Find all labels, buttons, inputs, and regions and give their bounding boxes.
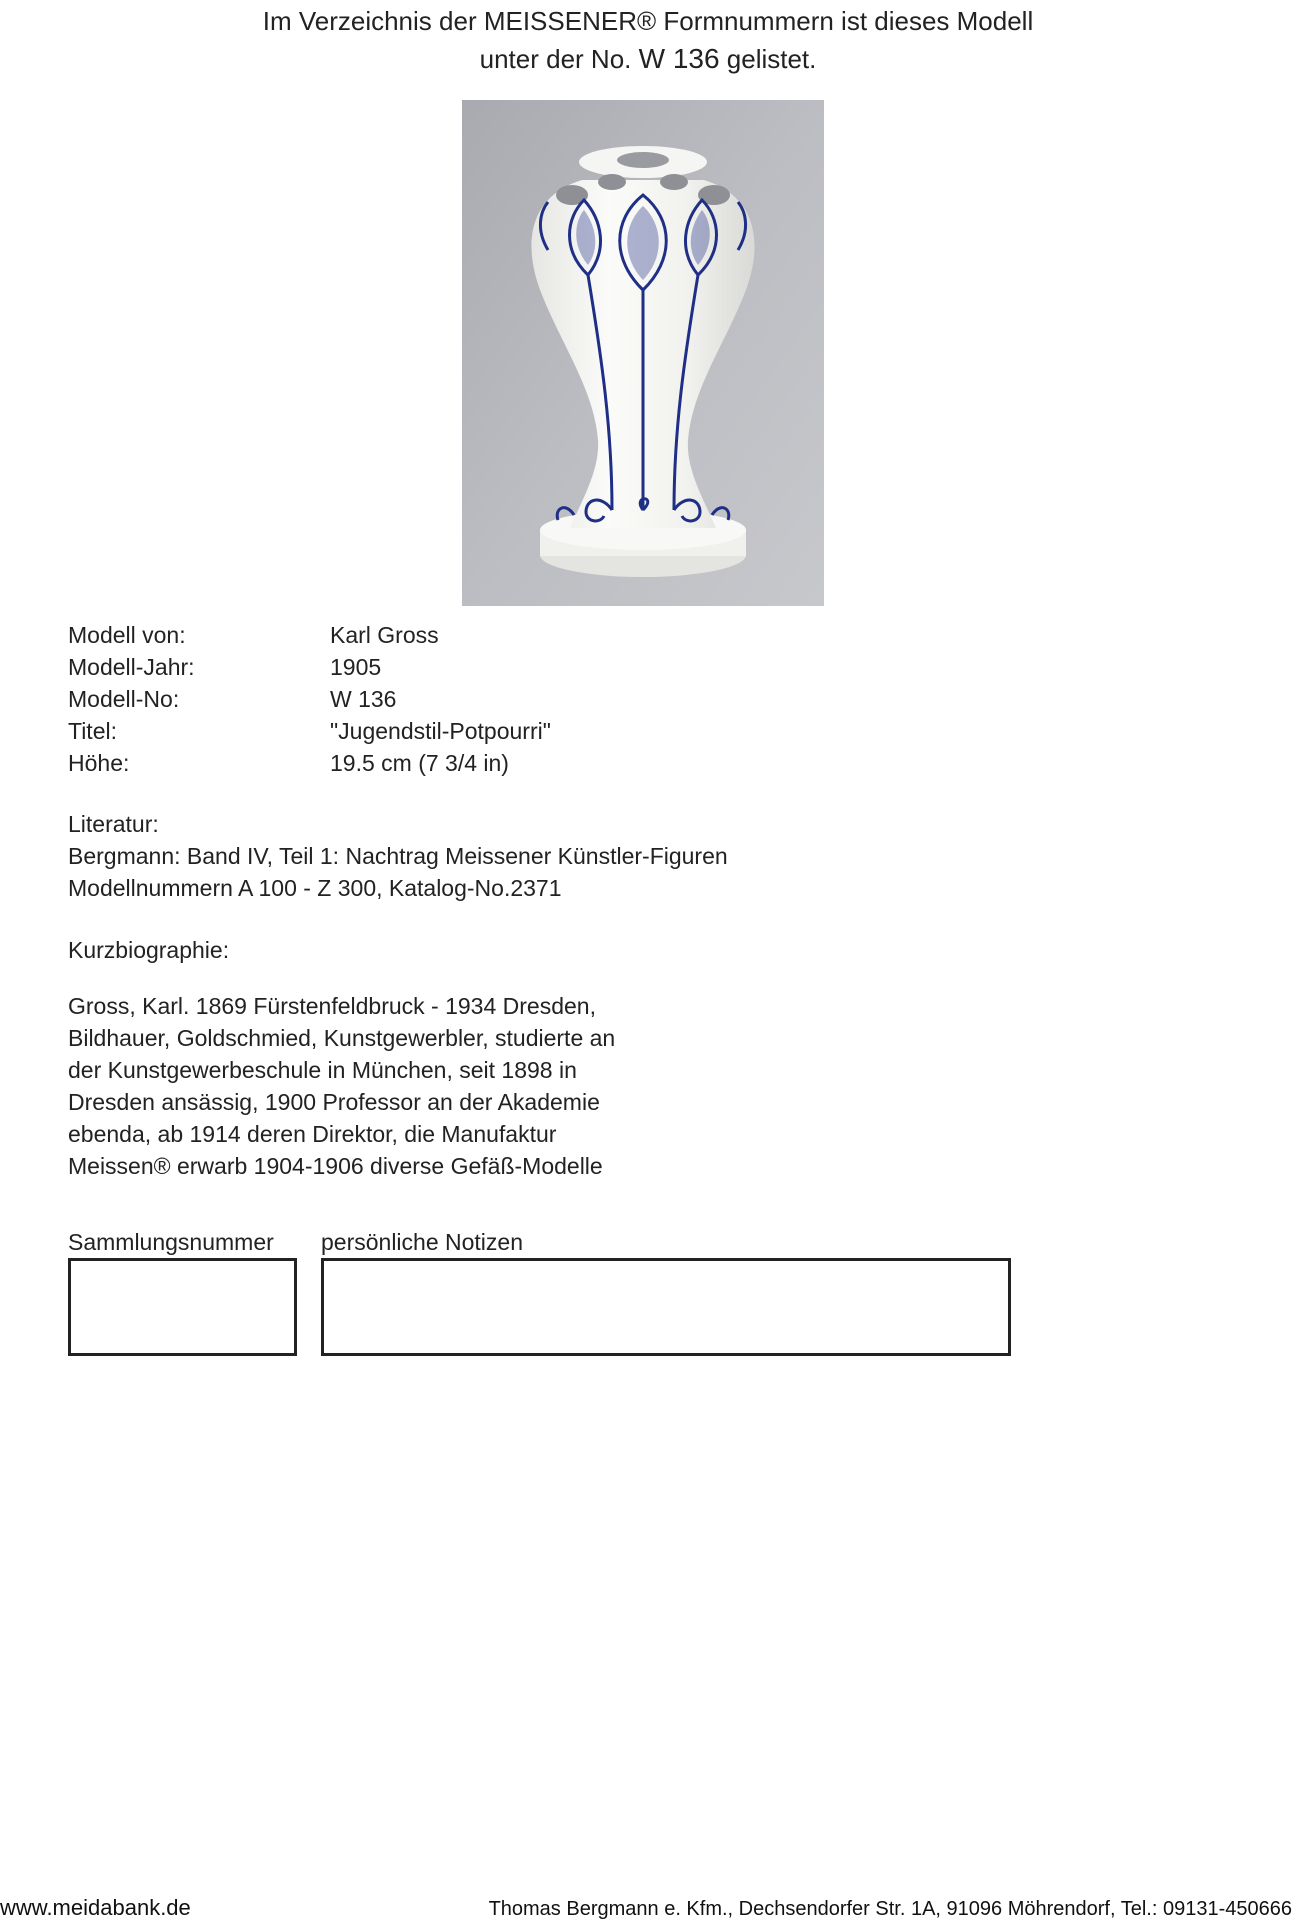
model-details xyxy=(68,619,551,779)
literature-line: Bergmann: Band IV, Teil 1: Nachtrag Meissener Künstler-Figuren xyxy=(68,843,728,869)
biography-heading: Kurzbiographie: xyxy=(68,937,230,963)
detail-label: Höhe: xyxy=(68,750,130,776)
porcelain-vase-photo xyxy=(462,100,824,606)
literature-line: Modellnummern A 100 - Z 300, Katalog-No.2371 xyxy=(68,875,562,901)
intro-prefix: unter der No. xyxy=(479,44,639,74)
detail-row-year xyxy=(68,651,551,683)
detail-label: Modell-No: xyxy=(68,686,180,712)
biography-line: ebenda, ab 1914 deren Direktor, die Manufaktur xyxy=(68,1121,557,1147)
collection-number-field[interactable] xyxy=(68,1258,297,1356)
intro-model-no: W 136 xyxy=(638,43,720,74)
biography-line: Gross, Karl. 1869 Fürstenfeldbruck - 1934 Dresden, xyxy=(68,993,596,1019)
detail-label: Modell von: xyxy=(68,622,186,648)
detail-label: Titel: xyxy=(68,718,117,744)
biography-line: Bildhauer, Goldschmied, Kunstgewerbler, studierte an xyxy=(68,1025,616,1051)
detail-label: Modell-Jahr: xyxy=(68,654,195,680)
intro-suffix: gelistet. xyxy=(719,44,817,74)
detail-value: 1905 xyxy=(330,654,382,680)
detail-value: W 136 xyxy=(330,686,397,712)
detail-value: 19.5 cm (7 3/4 in) xyxy=(330,750,509,776)
intro-line-2 xyxy=(0,40,1296,78)
intro-line-1: Im Verzeichnis der MEISSENER® Formnummern ist dieses Modell xyxy=(262,6,1034,36)
biography-text xyxy=(68,990,615,1182)
biography-line: Dresden ansässig, 1900 Professor an der Akademie xyxy=(68,1089,600,1115)
intro-text xyxy=(0,0,1296,78)
detail-row-model-no xyxy=(68,683,551,715)
detail-row-author xyxy=(68,619,551,651)
footer-address: Thomas Bergmann e. Kfm., Dechsendorfer Str. 1A, 91096 Möhrendorf, Tel.: 09131-450666 xyxy=(488,1898,1292,1920)
literature-text xyxy=(68,840,728,904)
personal-notes-label: persönliche Notizen xyxy=(321,1229,524,1255)
biography-line: Meissen® erwarb 1904-1906 diverse Gefäß-Modelle xyxy=(68,1153,603,1179)
detail-value: "Jugendstil-Potpourri" xyxy=(330,718,551,744)
biography-line: der Kunstgewerbeschule in München, seit 1898 in xyxy=(68,1057,577,1083)
personal-notes-field[interactable] xyxy=(321,1258,1011,1356)
detail-value: Karl Gross xyxy=(330,622,439,648)
literature-heading: Literatur: xyxy=(68,811,159,837)
detail-row-title xyxy=(68,715,551,747)
collection-number-label: Sammlungsnummer xyxy=(68,1229,274,1255)
footer-website[interactable]: www.meidabank.de xyxy=(0,1895,191,1920)
detail-row-height xyxy=(68,747,551,779)
